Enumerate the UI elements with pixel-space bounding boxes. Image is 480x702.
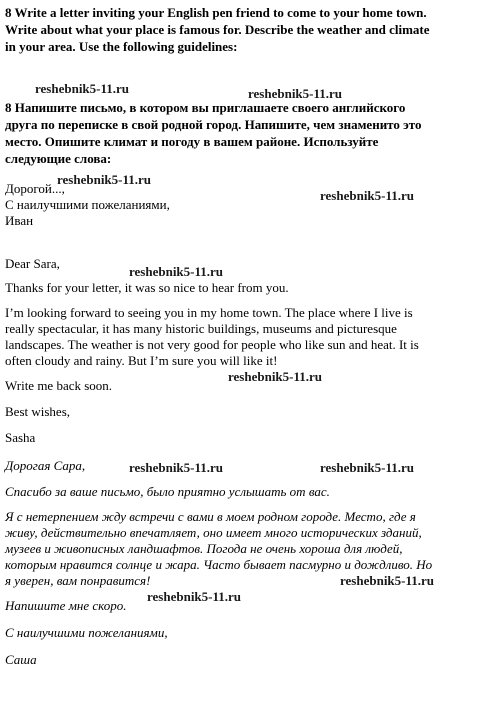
watermark: reshebnik5-11.ru xyxy=(248,86,343,101)
task-russian xyxy=(5,99,421,167)
task-russian-line: друга по переписке в свой родной город. Напишите, чем знаменито это xyxy=(5,117,422,132)
letter-english-line: often cloudy and rainy. But I’m sure you will like it! xyxy=(5,353,278,368)
letter-english-paragraph: Thanks for your letter, it was so nice to hear from you. xyxy=(5,280,289,295)
letter-russian-line: я уверен, вам понравится! xyxy=(5,573,151,588)
guideline-item: Дорогой..., xyxy=(5,181,65,196)
letter-russian-greeting: Дорогая Сара, xyxy=(5,458,86,473)
letter-russian-closing: С наилучшими пожеланиями, xyxy=(5,625,168,640)
letter-russian-line: музеев и живописных ландшафтов. Погода не очень хороша для людей, xyxy=(5,541,403,556)
letter-russian-paragraph: Спасибо за ваше письмо, было приятно услышать от вас. xyxy=(5,484,330,499)
letter-russian-signature: Саша xyxy=(5,652,37,667)
watermark: reshebnik5-11.ru xyxy=(35,81,130,96)
watermark: reshebnik5-11.ru xyxy=(129,264,224,279)
task-russian-line: место. Опишите климат и погоду в вашем районе. Используйте xyxy=(5,134,379,149)
letter-english-paragraph: Write me back soon. xyxy=(5,378,113,393)
task-english-line: 8 Write a letter inviting your English pen friend to come to your home town. xyxy=(5,5,427,20)
letter-english-signature: Sasha xyxy=(5,430,36,445)
guideline-item: С наилучшими пожеланиями, xyxy=(5,197,170,212)
letter-english-line: really spectacular, it has many historic buildings, museums and picturesque xyxy=(5,321,397,336)
task-english xyxy=(5,4,430,55)
task-russian-line: 8 Напишите письмо, в котором вы приглашаете своего английского xyxy=(5,100,406,115)
watermark: reshebnik5-11.ru xyxy=(147,589,242,604)
guidelines xyxy=(5,181,170,229)
watermark: reshebnik5-11.ru xyxy=(320,460,415,475)
letter-english-paragraph xyxy=(5,305,419,369)
letter-russian-line: которым нравится солнце и жара. Часто бывает пасмурно и дождливо. Но xyxy=(5,557,433,572)
letter-russian-line: живу, действительно впечатляет, оно имеет много исторических зданий, xyxy=(5,525,422,540)
task-english-line: Write about what your place is famous for. Describe the weather and climate xyxy=(5,22,430,37)
letter-english-line: landscapes. The weather is not very good for people who like sun and heat. It is xyxy=(5,337,419,352)
letter-english-closing: Best wishes, xyxy=(5,404,70,419)
guideline-item: Иван xyxy=(5,213,34,228)
watermark: reshebnik5-11.ru xyxy=(129,460,224,475)
letter-russian-line: Я с нетерпением жду встречи с вами в моем родном городе. Место, где я xyxy=(5,509,416,524)
letter-russian-paragraph: Напишите мне скоро. xyxy=(5,598,127,613)
letter-english-greeting: Dear Sara, xyxy=(5,256,60,271)
watermark: reshebnik5-11.ru xyxy=(320,188,415,203)
task-english-line: in your area. Use the following guidelines: xyxy=(5,39,238,54)
task-russian-line: следующие слова: xyxy=(5,151,112,166)
letter-english-line: I’m looking forward to seeing you in my home town. The place where I live is xyxy=(5,305,413,320)
watermark: reshebnik5-11.ru xyxy=(57,172,152,187)
watermark: reshebnik5-11.ru xyxy=(228,369,323,384)
watermark: reshebnik5-11.ru xyxy=(340,573,435,588)
